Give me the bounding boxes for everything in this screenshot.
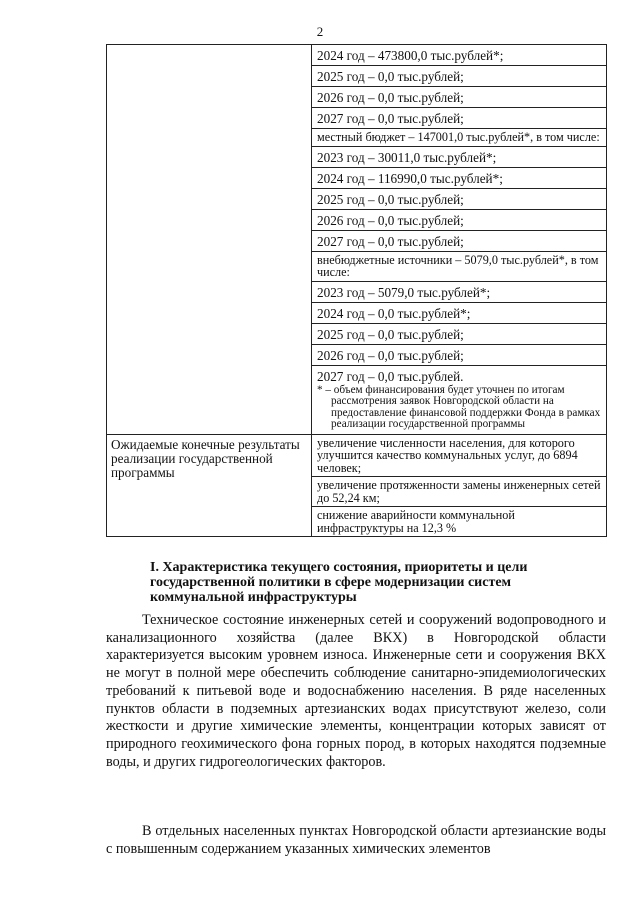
- funding-line: 2025 год – 0,0 тыс.рублей;: [312, 189, 606, 210]
- funding-line: 2026 год – 0,0 тыс.рублей;: [312, 87, 606, 108]
- funding-line: 2023 год – 30011,0 тыс.рублей*;: [312, 147, 606, 168]
- funding-line: 2027 год – 0,0 тыс.рублей;: [312, 231, 606, 252]
- results-label: Ожидаемые конечные результаты реализации государственной программы: [111, 436, 300, 480]
- funding-line: 2027 год – 0,0 тыс.рублей;: [312, 108, 606, 129]
- funding-line: 2027 год – 0,0 тыс.рублей.: [317, 368, 464, 384]
- funding-line: 2025 год – 0,0 тыс.рублей;: [312, 324, 606, 345]
- funding-row: [107, 45, 607, 435]
- program-passport-table: [106, 44, 607, 537]
- page-number: 2: [316, 24, 324, 39]
- funding-line: 2024 год – 473800,0 тыс.рублей*;: [312, 45, 606, 66]
- funding-line: местный бюджет – 147001,0 тыс.рублей*, в том числе:: [312, 129, 606, 147]
- result-item: увеличение протяженности замены инженерных сетей до 52,24 км;: [312, 477, 606, 507]
- footnote-rest: рассмотрения заявок Новгородской области на предоставление финансовой поддержки Фонда в рамках реализации государственной программы: [331, 395, 601, 430]
- funding-line: 2025 год – 0,0 тыс.рублей;: [312, 66, 606, 87]
- results-values-cell: [312, 434, 607, 537]
- funding-line: 2024 год – 116990,0 тыс.рублей*;: [312, 168, 606, 189]
- body-paragraph-2: [106, 823, 606, 858]
- section-heading: I. Характеристика текущего состояния, приоритеты и цели государственной политики в сфере модернизации систем коммунальной инфраструктуры: [150, 560, 528, 605]
- funding-label-cell: [107, 45, 312, 435]
- funding-line: 2023 год – 5079,0 тыс.рублей*;: [312, 282, 606, 303]
- funding-line: 2024 год – 0,0 тыс.рублей*;: [312, 303, 606, 324]
- funding-footnote: [312, 384, 606, 434]
- funding-line: 2026 год – 0,0 тыс.рублей;: [312, 210, 606, 231]
- funding-line: внебюджетные источники – 5079,0 тыс.рублей*, в том числе:: [312, 252, 606, 282]
- funding-line: 2026 год – 0,0 тыс.рублей;: [312, 345, 606, 366]
- funding-values-cell: [312, 45, 607, 435]
- paragraph-text: В отдельных населенных пунктах Новгородской области артезианские воды с повышенным содержанием указанных химических элементов: [106, 823, 606, 857]
- result-item: увеличение численности населения, для которого улучшится качество коммунальных услуг, до 6894 человек;: [312, 435, 606, 478]
- paragraph-text: Техническое состояние инженерных сетей и сооружений водопроводного и канализационного хозяйства (далее ВКХ) в Новгородской области характеризуется высоким уровнем износа. Инженерные сети и сооружения ВКХ не могут в полной мере обеспечить соблюдение санитарно-эпидемиологических требований к питьевой воде и водоснабжению населения. В ряде населенных пунктов области в подземных артезианских водах присутствуют железо, соли жесткости и другие химические элементы, концентрации которых зависят от природного геохимического фона горных пород, в которых находятся подземные воды, и других гидрогеологических факторов.: [106, 612, 606, 770]
- result-item: снижение аварийности коммунальной инфраструктуры на 12,3 %: [317, 508, 515, 535]
- results-label-cell: [107, 434, 312, 537]
- results-row: [107, 434, 607, 537]
- body-paragraph-1: [106, 612, 606, 771]
- footnote-first-line: * – объем финансирования будет уточнен по итогам: [317, 383, 565, 396]
